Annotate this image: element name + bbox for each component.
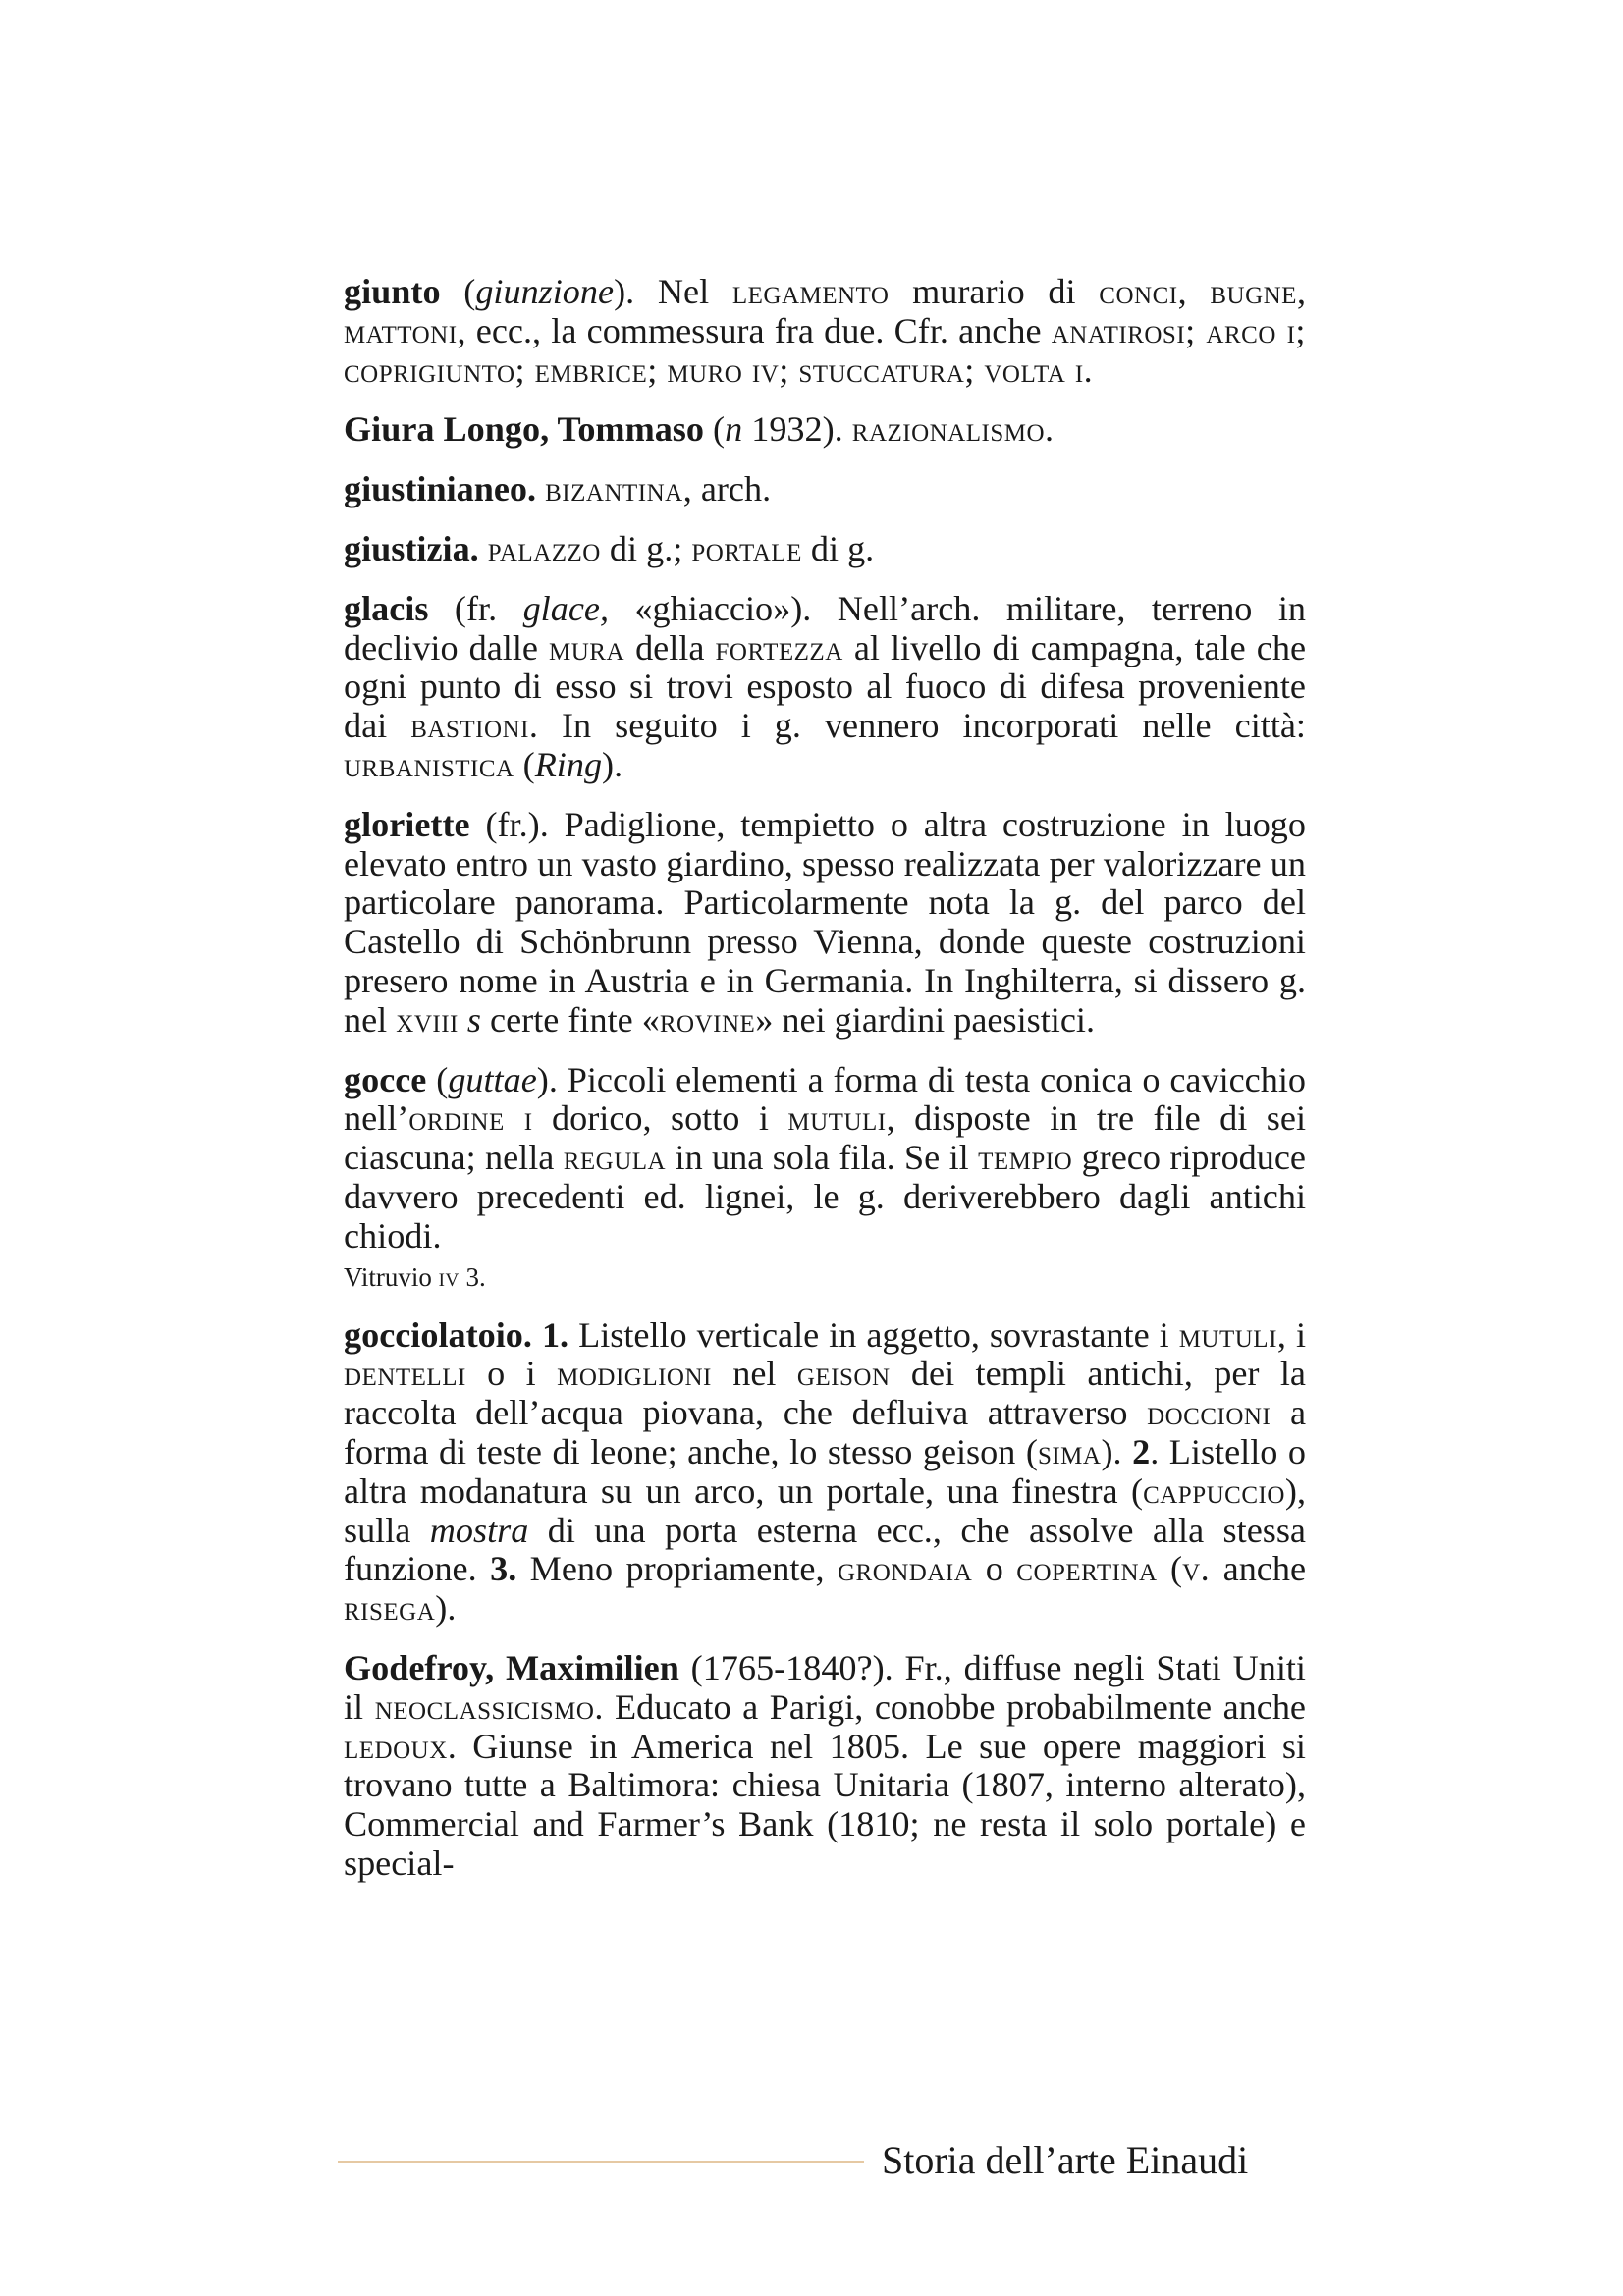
dictionary-entry	[344, 806, 1306, 1041]
entry-headword: gocciolatoio.	[344, 1314, 532, 1355]
dictionary-entry	[344, 410, 1306, 450]
entry-headword: 2	[1132, 1431, 1151, 1471]
entry-text: , arch.	[682, 469, 772, 509]
cross-reference: cappuccio	[1143, 1470, 1285, 1511]
entry-text: 3.	[459, 1261, 486, 1292]
cross-reference: legamento	[731, 272, 890, 311]
entry-headword: giustizia.	[344, 528, 479, 568]
italic-text: mostra	[429, 1510, 529, 1550]
entry-text: di g.	[801, 528, 875, 568]
cross-reference: risega	[344, 1588, 436, 1629]
entry-text: nel	[711, 1354, 797, 1394]
entry-text: (	[703, 409, 726, 450]
cross-reference: ordine i	[408, 1098, 533, 1139]
cross-reference: neoclassicismo	[374, 1686, 595, 1727]
entry-headword: 1.	[541, 1314, 569, 1355]
entry-text: a forma di teste di leone; anche, lo stesso geison (	[344, 1393, 1306, 1471]
cross-reference: palazzo	[487, 528, 601, 568]
cross-reference: anatirosi; arco i; coprigiunto; embrice; muro iv; stuccatura; volta i.	[344, 310, 1306, 390]
cross-reference: urbanistica	[344, 744, 514, 784]
italic-text: n	[725, 409, 743, 450]
entry-text	[459, 1000, 467, 1040]
cross-reference: tempio	[978, 1138, 1073, 1178]
cross-reference: geison	[796, 1354, 891, 1394]
entry-headword: giustinianeo.	[344, 469, 537, 509]
cross-reference: mutuli	[787, 1098, 887, 1139]
cross-reference: bugne	[1210, 272, 1297, 311]
cross-reference: portale	[691, 528, 802, 568]
italic-text: guttae	[448, 1059, 537, 1099]
entry-text: Listello verticale in aggetto, sovrastante i	[568, 1314, 1179, 1355]
cross-reference: conci	[1099, 272, 1178, 311]
entry-text: «ghiaccio»). Nell’arch. militare, terreno in declivio dalle	[344, 588, 1307, 667]
entry-text: ,	[1177, 272, 1211, 311]
entry-text: » nei giardini paesistici.	[755, 999, 1095, 1040]
entry-text: ), sulla	[344, 1470, 1306, 1550]
entry-text: murario di	[889, 272, 1100, 311]
entry-text: di una porta esterna ecc., che assolve alla stessa funzione.	[344, 1510, 1306, 1589]
cross-reference: v.	[1182, 1549, 1211, 1589]
entry-text: (1765-1840?). Fr., diffuse negli Stati Uniti il	[344, 1647, 1306, 1727]
italic-text: s	[466, 999, 481, 1040]
entry-text: al livello di campagna, tale che ogni punto di esso si trovi esposto al fuoco di difesa proveniente dai	[344, 627, 1307, 746]
entry-headword: gloriette	[344, 804, 470, 844]
footer-title: Storia dell’arte Einaudi	[882, 2138, 1249, 2182]
entry-text: dei templi antichi, per la raccolta dell’acqua piovana, che defluiva attraverso	[344, 1354, 1306, 1433]
entry-text	[532, 1315, 542, 1355]
cross-reference: modiglioni	[557, 1354, 712, 1394]
entry-text: ). Nel	[614, 272, 732, 311]
dictionary-entry	[344, 1316, 1306, 1629]
cross-reference: razionalismo.	[851, 409, 1055, 450]
entry-headword: 3.	[490, 1549, 517, 1589]
entry-headword: giunto	[344, 272, 441, 311]
entry-text: della	[624, 627, 716, 667]
dictionary-page	[344, 273, 1306, 1904]
cross-reference: doccioni	[1147, 1393, 1271, 1433]
cross-reference: copertina	[1016, 1549, 1158, 1589]
entry-text: dorico, sotto i	[532, 1098, 788, 1139]
entry-text	[536, 469, 545, 508]
italic-text: Ring	[534, 744, 603, 784]
entry-text: ). Piccoli elementi a forma di testa conica o cavicchio nell’	[344, 1059, 1306, 1139]
cross-reference: xviii	[396, 999, 459, 1040]
entry-text: (fr.). Padiglione, tempietto o altra costruzione in luogo elevato entro un vasto giardino, spesso realizzata per valorizzare un particolare panorama. Particolarmente nota la g. del parco del Castello di Schönbrunn presso Vienna, donde queste costruzioni presero nome in Austria e in Germania. In Inghilterra, si dissero g. nel	[344, 804, 1306, 1040]
entry-text: o i	[465, 1354, 558, 1394]
cross-reference: mutuli	[1178, 1314, 1277, 1355]
entry-headword: Giura Longo, Tommaso	[344, 409, 704, 450]
entry-text: (	[440, 272, 476, 311]
italic-text: glace,	[522, 588, 609, 628]
dictionary-entry	[344, 530, 1306, 569]
cross-reference: bastioni	[410, 706, 529, 746]
entry-text: o	[972, 1549, 1017, 1589]
dictionary-entry	[344, 470, 1306, 509]
cross-reference: regula	[563, 1138, 667, 1178]
cross-reference: ledoux	[344, 1726, 448, 1766]
entry-text: . Educato a Parigi, conobbe probabilmente anche	[594, 1686, 1306, 1727]
cross-reference: mattoni	[344, 310, 458, 350]
entry-headword: glacis	[344, 588, 429, 628]
entry-text: (	[1157, 1549, 1183, 1589]
entry-text: anche	[1210, 1549, 1307, 1589]
entry-text: ).	[435, 1588, 457, 1629]
entry-text: (fr.	[428, 588, 523, 628]
entry-text	[479, 529, 488, 568]
footer-rule	[338, 2161, 864, 2163]
entry-text: , disposte in tre file di sei ciascuna; nella	[344, 1098, 1306, 1178]
entry-text: (	[426, 1059, 449, 1099]
entry-text: in una sola fila. Se il	[666, 1138, 979, 1178]
entry-text: Meno propriamente,	[516, 1549, 838, 1589]
cross-reference: sima	[1037, 1431, 1102, 1471]
cross-reference: mura	[549, 627, 625, 667]
entry-text: di g.;	[600, 528, 692, 568]
cross-reference: rovine	[659, 999, 756, 1040]
dictionary-entry	[344, 273, 1306, 390]
entry-text: ).	[602, 744, 623, 784]
entry-text: ,	[1296, 272, 1306, 311]
entry-headword: gocce	[344, 1059, 427, 1099]
dictionary-entry	[344, 590, 1306, 785]
entry-text: . Listello o altra modanatura su un arco, un portale, una finestra (	[344, 1431, 1306, 1511]
entry-text: . In seguito i g. vennero incorporati nelle città:	[528, 706, 1306, 746]
entry-text: 1932).	[742, 409, 852, 450]
cross-reference: fortezza	[715, 627, 843, 667]
dictionary-entry	[344, 1649, 1306, 1884]
entry-text: ).	[1101, 1431, 1133, 1471]
entry-text: certe finte «	[481, 999, 660, 1040]
entry-text: (	[514, 744, 535, 784]
entry-reference	[344, 1260, 1306, 1294]
cross-reference: bizantina	[545, 469, 683, 509]
entry-text: greco riproduce davvero precedenti ed. lignei, le g. deriverebbero dagli antichi chiodi.	[344, 1138, 1306, 1255]
entry-text: , ecc., la commessura fra due. Cfr. anche	[457, 310, 1052, 350]
entry-text: , i	[1276, 1314, 1306, 1355]
italic-text: giunzione	[475, 272, 615, 311]
cross-reference: grondaia	[837, 1549, 973, 1589]
entry-text: Vitruvio	[344, 1261, 439, 1292]
entry-headword: Godefroy, Maximilien	[344, 1647, 679, 1687]
entry-text: . Giunse in America nel 1805. Le sue opere maggiori si trovano tutte a Baltimora: chiesa Unitaria (1807, interno alterato), Commercial and Farmer’s Bank (1810; ne resta il solo portale) e special-	[344, 1726, 1306, 1883]
cross-reference: iv	[438, 1261, 460, 1292]
cross-reference: dentelli	[344, 1354, 466, 1394]
dictionary-entry	[344, 1061, 1306, 1256]
